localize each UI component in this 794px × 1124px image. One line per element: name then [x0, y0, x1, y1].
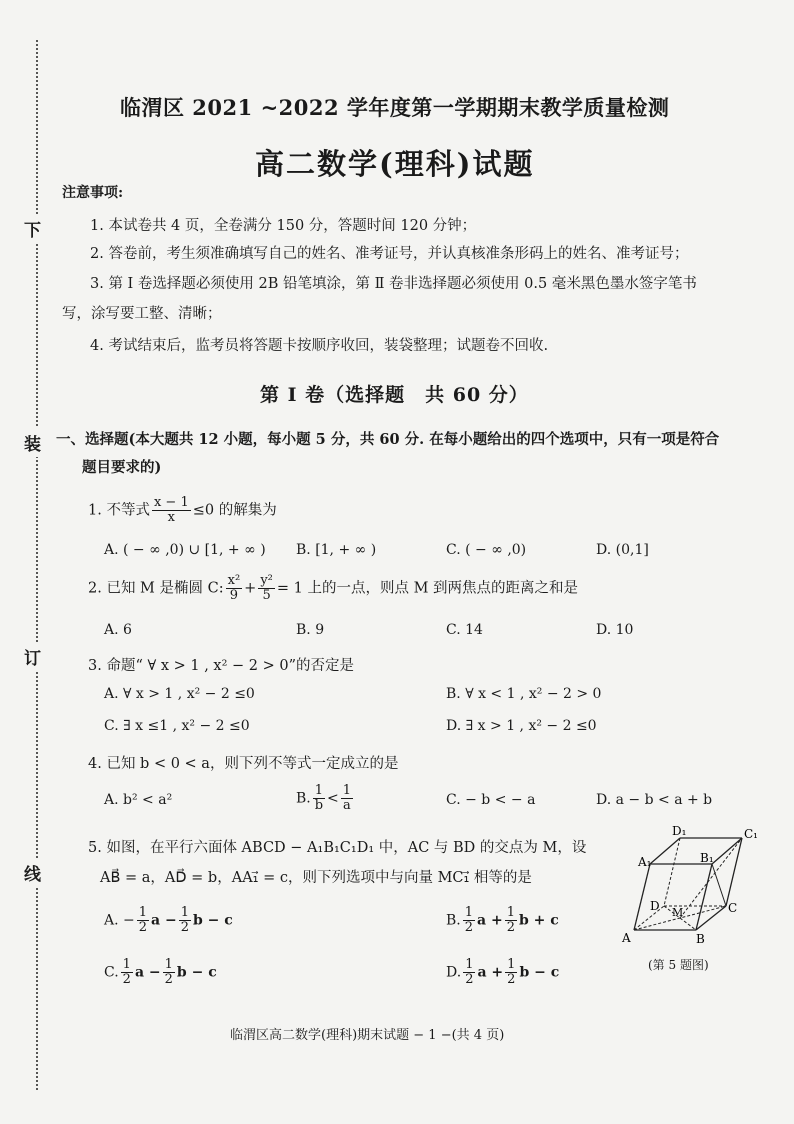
binding-line — [36, 40, 46, 1090]
edge-d1d-hidden — [664, 838, 680, 906]
fraction: $\frac{\text{y²}}{5}$ — [260, 573, 273, 603]
edge-b1b — [696, 864, 712, 930]
question-3-option-c: C. ∃ x ≤1 , x² − 2 ≤0 — [104, 718, 250, 734]
edge-b1c-face — [712, 864, 726, 906]
figure-caption: (第 5 题图) — [648, 958, 709, 972]
question-5-option-a: A. − $\frac{1}{2}$ a − $\frac{1}{2}$ b − c — [104, 905, 233, 935]
question-4-option-b: B. $\frac{1}{b}$ < $\frac{1}{a}$ — [296, 783, 352, 813]
fraction: $\frac{x - 1}{x}$ — [153, 495, 189, 525]
notice-item-3: 3. 第 Ⅰ 卷选择题必须使用 2B 铅笔填涂，第 Ⅱ 卷非选择题必须使用 0.5 毫米黑色墨水签字笔书 — [90, 276, 697, 292]
edge-c1c — [726, 838, 742, 906]
fraction: $\frac{1}{b}$ — [314, 783, 324, 813]
notice-item-2: 2. 答卷前，考生须准确填写自己的姓名、准考证号，并认真核准条形码上的姓名、准考证号； — [90, 246, 689, 262]
fraction: $\frac{1}{2}$ — [506, 905, 515, 935]
question-5-option-c: C. $\frac{1}{2}$ a − $\frac{1}{2}$ b − c — [104, 957, 217, 987]
label-a: A — [622, 931, 631, 945]
question-3-option-b: B. ∀ x < 1 , x² − 2 > 0 — [446, 686, 602, 702]
question-2-option-c: C. 14 — [446, 622, 483, 638]
fraction: $\frac{\text{x²}}{9}$ — [227, 573, 241, 603]
fraction: $\frac{1}{2}$ — [464, 905, 474, 935]
question-5-line-2: AB⃗ = a，AD⃗ = b，AA₁⃗ = c，则下列选项中与向量 MC₁⃗ 相等的是 — [100, 870, 532, 886]
notice-title: 注意事项: — [62, 185, 124, 201]
question-3-option-a: A. ∀ x > 1 , x² − 2 ≤0 — [104, 686, 255, 702]
question-4-stem: 4. 已知 b < 0 < a，则下列不等式一定成立的是 — [88, 756, 399, 772]
question-4-option-d: D. a − b < a + b — [596, 792, 713, 808]
notice-item-3-cont: 写，涂写要工整、清晰； — [62, 306, 222, 322]
subject-title: 高二数学(理科)试题 — [255, 147, 535, 181]
notice-item-4: 4. 考试结束后，监考员将答题卡按顺序收回，装袋整理；试题卷不回收. — [90, 338, 549, 354]
section-instruction-1: 一、选择题(本大题共 12 小题，每小题 5 分，共 60 分. 在每小题给出的四个选项中，只有一项是符合 — [56, 431, 720, 448]
label-m: M — [672, 906, 684, 919]
question-3-option-d: D. ∃ x > 1 , x² − 2 ≤0 — [446, 718, 597, 734]
edge-d1a1 — [650, 838, 680, 864]
fraction: $\frac{1}{2}$ — [180, 905, 189, 935]
question-3-stem: 3. 命题“ ∀ x > 1 , x² − 2 > 0”的否定是 — [88, 658, 355, 674]
fraction: $\frac{1}{a}$ — [342, 783, 352, 813]
fraction: $\frac{1}{2}$ — [465, 957, 474, 987]
fraction: $\frac{1}{2}$ — [138, 905, 148, 935]
label-d: D — [650, 899, 660, 913]
question-5-line-1: 5. 如图，在平行六面体 ABCD − A₁B₁C₁D₁ 中，AC 与 BD 的交点为 M，设 — [88, 840, 587, 856]
question-1-option-b: B. [1, + ∞ ) — [296, 542, 377, 558]
binding-char-ding: 订 — [24, 642, 41, 671]
page-footer: 临渭区高二数学(理科)期末试题 − 1 −(共 4 页) — [230, 1028, 505, 1043]
edge-b1c1 — [712, 838, 742, 864]
binding-char-zhuang: 装 — [24, 428, 41, 457]
question-1-option-a: A. ( − ∞ ,0) ∪ [1, + ∞ ) — [104, 542, 266, 558]
label-b1: B₁ — [700, 851, 714, 865]
section-instruction-2: 题目要求的) — [82, 459, 162, 476]
question-4-option-a: A. b² < a² — [104, 792, 173, 808]
label-d1: D₁ — [672, 826, 687, 838]
question-1-stem: 1. 不等式 $\frac{x - 1}{x}$ ≤0 的解集为 — [88, 495, 277, 525]
question-2-stem: 2. 已知 M 是椭圆 C: $\frac{\text{x²}}{9}$ + $\frac{\text{y²}}{5}$ = 1 上的一点，则点 M 到两焦点的距离之和是 — [88, 573, 579, 603]
fraction: $\frac{1}{2}$ — [507, 957, 516, 987]
fraction: $\frac{1}{2}$ — [122, 957, 131, 987]
parallelepiped-figure — [616, 826, 766, 950]
exam-title: 临渭区 2021 ~2022 学年度第一学期期末教学质量检测 — [120, 95, 670, 120]
label-c: C — [728, 901, 738, 915]
question-2-option-d: D. 10 — [596, 622, 634, 638]
notice-item-1: 1. 本试卷共 4 页，全卷满分 150 分，答题时间 120 分钟； — [90, 218, 477, 234]
binding-char-xian: 线 — [24, 858, 41, 887]
label-b: B — [696, 932, 705, 946]
section-title: 第 Ⅰ 卷（选择题 共 60 分） — [260, 384, 529, 406]
question-1-option-c: C. ( − ∞ ,0) — [446, 542, 527, 558]
question-4-option-c: C. − b < − a — [446, 792, 536, 808]
question-2-option-a: A. 6 — [104, 622, 132, 638]
label-c1: C₁ — [744, 827, 758, 841]
question-2-option-b: B. 9 — [296, 622, 325, 638]
label-a1: A₁ — [638, 855, 652, 869]
edge-a1a — [634, 864, 650, 930]
fraction: $\frac{1}{2}$ — [164, 957, 173, 987]
question-5-option-d: D. $\frac{1}{2}$ a + $\frac{1}{2}$ b − c — [446, 957, 560, 987]
question-1-option-d: D. (0,1] — [596, 542, 649, 558]
binding-char-xia: 下 — [24, 214, 41, 243]
question-5-option-b: B. $\frac{1}{2}$ a + $\frac{1}{2}$ b + c — [446, 905, 559, 935]
